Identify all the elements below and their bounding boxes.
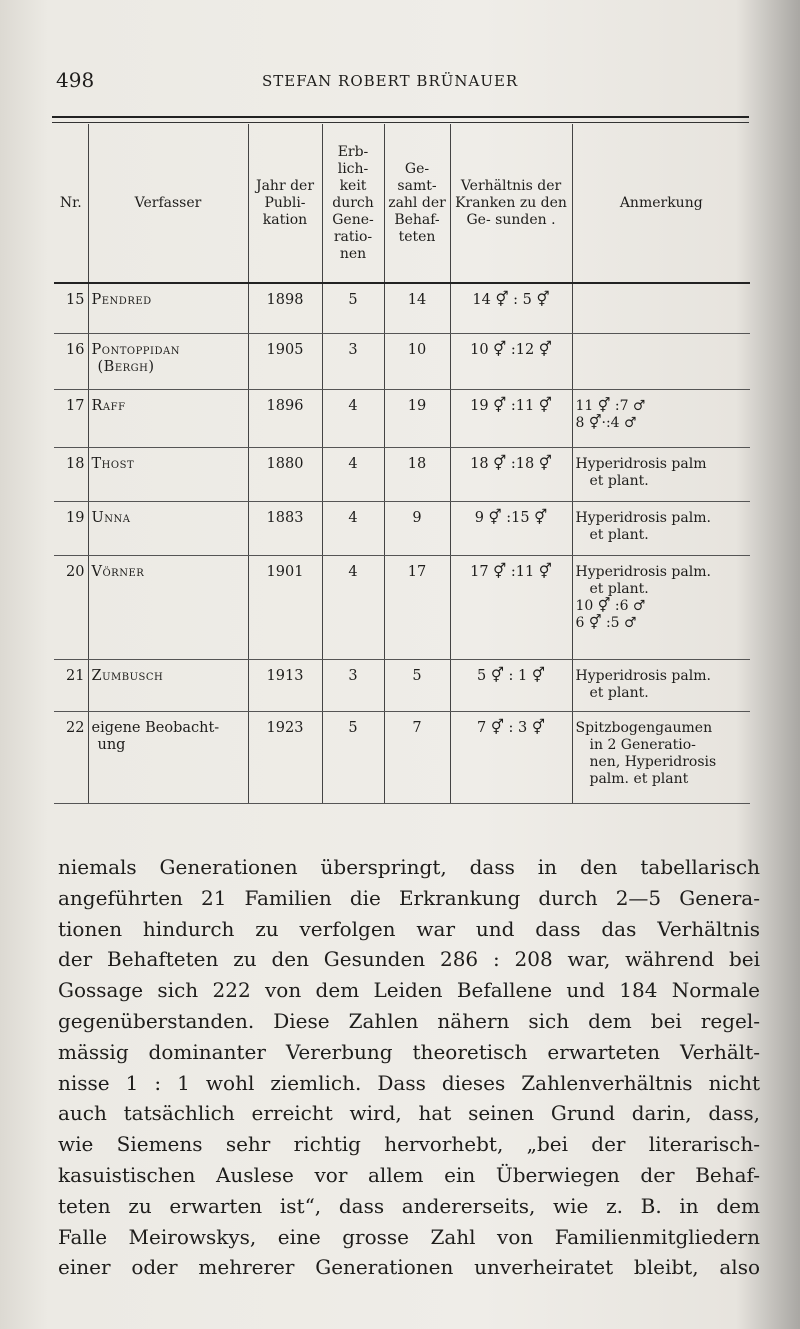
row-number: 15 (54, 283, 88, 333)
running-title: STEFAN ROBERT BRÜNAUER (262, 72, 519, 90)
row-generations: 5 (322, 283, 384, 333)
row-ratio: 14 ⚥ : 5 ⚥ (450, 283, 572, 333)
text-line: Falle Meirowskys, eine grosse Zahl von Familienmitgliedern (58, 1224, 760, 1249)
author-name: Pontoppidan (91, 341, 180, 358)
row-note (572, 389, 750, 447)
row-number: 18 (54, 447, 88, 501)
col-header-year: Jahr der Publi- kation (248, 124, 322, 283)
note-line: et plant. (589, 472, 649, 489)
col-header-generations: Erb- lich- keit durch Gene- ratio- nen (322, 124, 384, 283)
row-generations: 4 (322, 501, 384, 555)
author-name-cont: ung (97, 736, 126, 753)
author-name: eigene Beobacht- (91, 719, 220, 736)
row-author (88, 333, 248, 389)
note-line: palm. et plant (589, 770, 689, 787)
pedigree-table (54, 124, 750, 804)
col-header-nr: Nr. (54, 124, 88, 283)
text-line: gegenüberstanden. Diese Zahlen nähern sich dem bei regel- (58, 1008, 760, 1033)
row-number: 17 (54, 389, 88, 447)
col-header-total: Ge- samt- zahl der Behaf- teten (384, 124, 450, 283)
text-line: tionen hindurch zu verfolgen war und dass das Verhältnis (58, 916, 760, 941)
row-note (572, 447, 750, 501)
row-total: 5 (384, 659, 450, 711)
text-line: wie Siemens sehr richtig hervorhebt, „bei der literarisch- (58, 1132, 760, 1157)
row-total: 18 (384, 447, 450, 501)
table-row (54, 389, 750, 447)
row-total: 14 (384, 283, 450, 333)
row-total: 7 (384, 711, 450, 803)
row-author (88, 447, 248, 501)
row-author (88, 283, 248, 333)
note-line: 6 ⚥ :5 ♂ (575, 614, 637, 631)
note-line: et plant. (589, 526, 649, 543)
row-author (88, 389, 248, 447)
text-line: angeführten 21 Familien die Erkrankung durch 2—5 Genera- (58, 885, 760, 910)
note-line: 10 ⚥ :6 ♂ (575, 597, 646, 614)
row-generations: 3 (322, 659, 384, 711)
text-line: der Behafteten zu den Gesunden 286 : 208 war, während bei (58, 947, 760, 972)
note-line: Hyperidrosis palm. (575, 509, 711, 526)
row-generations: 3 (322, 333, 384, 389)
text-line: niemals Generationen überspringt, dass in den tabellarisch (58, 855, 760, 879)
row-year: 1913 (248, 659, 322, 711)
note-line: Spitzbogengaumen (575, 719, 713, 736)
row-note (572, 711, 750, 803)
page-header (56, 68, 746, 96)
table-row (54, 711, 750, 803)
row-note (572, 555, 750, 659)
col-header-note: Anmerkung (572, 124, 750, 283)
row-total: 17 (384, 555, 450, 659)
note-line: Hyperidrosis palm. (575, 667, 711, 684)
table-row (54, 283, 750, 333)
note-line: nen, Hyperidrosis (589, 753, 717, 770)
row-ratio: 18 ⚥ :18 ⚥ (450, 447, 572, 501)
row-generations: 4 (322, 389, 384, 447)
row-total: 19 (384, 389, 450, 447)
row-total: 9 (384, 501, 450, 555)
row-number: 16 (54, 333, 88, 389)
note-line: Hyperidrosis palm (575, 455, 707, 472)
text-line: einer oder mehrerer Generationen unverheiratet bleibt, also (58, 1255, 760, 1280)
row-total: 10 (384, 333, 450, 389)
row-generations: 4 (322, 555, 384, 659)
row-year: 1880 (248, 447, 322, 501)
author-name: Pendred (91, 292, 152, 308)
author-name: Zumbusch (91, 667, 164, 684)
row-author (88, 659, 248, 711)
note-line: et plant. (589, 684, 649, 701)
text-line: teten zu erwarten ist“, dass andererseits, wie z. B. in dem (58, 1193, 760, 1218)
body-paragraph (58, 852, 760, 1283)
table-row (54, 555, 750, 659)
text-line: mässig dominanter Vererbung theoretisch erwarteten Verhält- (58, 1039, 760, 1064)
row-number: 20 (54, 555, 88, 659)
row-note (572, 501, 750, 555)
row-number: 22 (54, 711, 88, 803)
row-generations: 4 (322, 447, 384, 501)
row-number: 21 (54, 659, 88, 711)
row-author (88, 711, 248, 803)
row-ratio: 17 ⚥ :11 ⚥ (450, 555, 572, 659)
note-line: 11 ⚥ :7 ♂ (575, 397, 646, 414)
note-line: Hyperidrosis palm. (575, 563, 711, 580)
table-body (54, 283, 750, 803)
row-ratio: 19 ⚥ :11 ⚥ (450, 389, 572, 447)
table-row (54, 333, 750, 389)
row-note (572, 659, 750, 711)
author-name: Vörner (91, 563, 145, 580)
text-line: Gossage sich 222 von dem Leiden Befallene und 184 Normale (58, 978, 760, 1003)
row-ratio: 9 ⚥ :15 ⚥ (450, 501, 572, 555)
row-year: 1898 (248, 283, 322, 333)
note-line: 8 ⚥·:4 ♂ (575, 414, 637, 431)
col-header-ratio: Verhältnis der Kranken zu den Ge- sunden . (450, 124, 572, 283)
table-top-rule (52, 116, 749, 118)
page-number: 498 (56, 68, 95, 92)
author-name-cont: (Bergh) (97, 358, 155, 375)
row-ratio: 10 ⚥ :12 ⚥ (450, 333, 572, 389)
col-header-author: Verfasser (88, 124, 248, 283)
table-top-rule-thin (52, 122, 749, 123)
row-ratio: 5 ⚥ : 1 ⚥ (450, 659, 572, 711)
author-name: Thost (91, 455, 135, 472)
table-row (54, 447, 750, 501)
table-row (54, 501, 750, 555)
table-row (54, 659, 750, 711)
note-line: in 2 Generatio- (589, 736, 696, 753)
row-generations: 5 (322, 711, 384, 803)
text-line: kasuistischen Auslese vor allem ein Überwiegen der Behaf- (58, 1162, 760, 1187)
row-year: 1901 (248, 555, 322, 659)
note-line: et plant. (589, 580, 649, 597)
row-year: 1905 (248, 333, 322, 389)
author-name: Raff (91, 397, 126, 414)
row-year: 1883 (248, 501, 322, 555)
text-line: nisse 1 : 1 wohl ziemlich. Dass dieses Zahlenverhältnis nicht (58, 1070, 760, 1095)
row-note (572, 333, 750, 389)
row-number: 19 (54, 501, 88, 555)
row-year: 1923 (248, 711, 322, 803)
table-header-row (54, 124, 750, 283)
row-ratio: 7 ⚥ : 3 ⚥ (450, 711, 572, 803)
row-year: 1896 (248, 389, 322, 447)
row-note (572, 283, 750, 333)
text-line: auch tatsächlich erreicht wird, hat seinen Grund darin, dass, (58, 1101, 760, 1126)
row-author (88, 501, 248, 555)
author-name: Unna (91, 509, 131, 526)
row-author (88, 555, 248, 659)
